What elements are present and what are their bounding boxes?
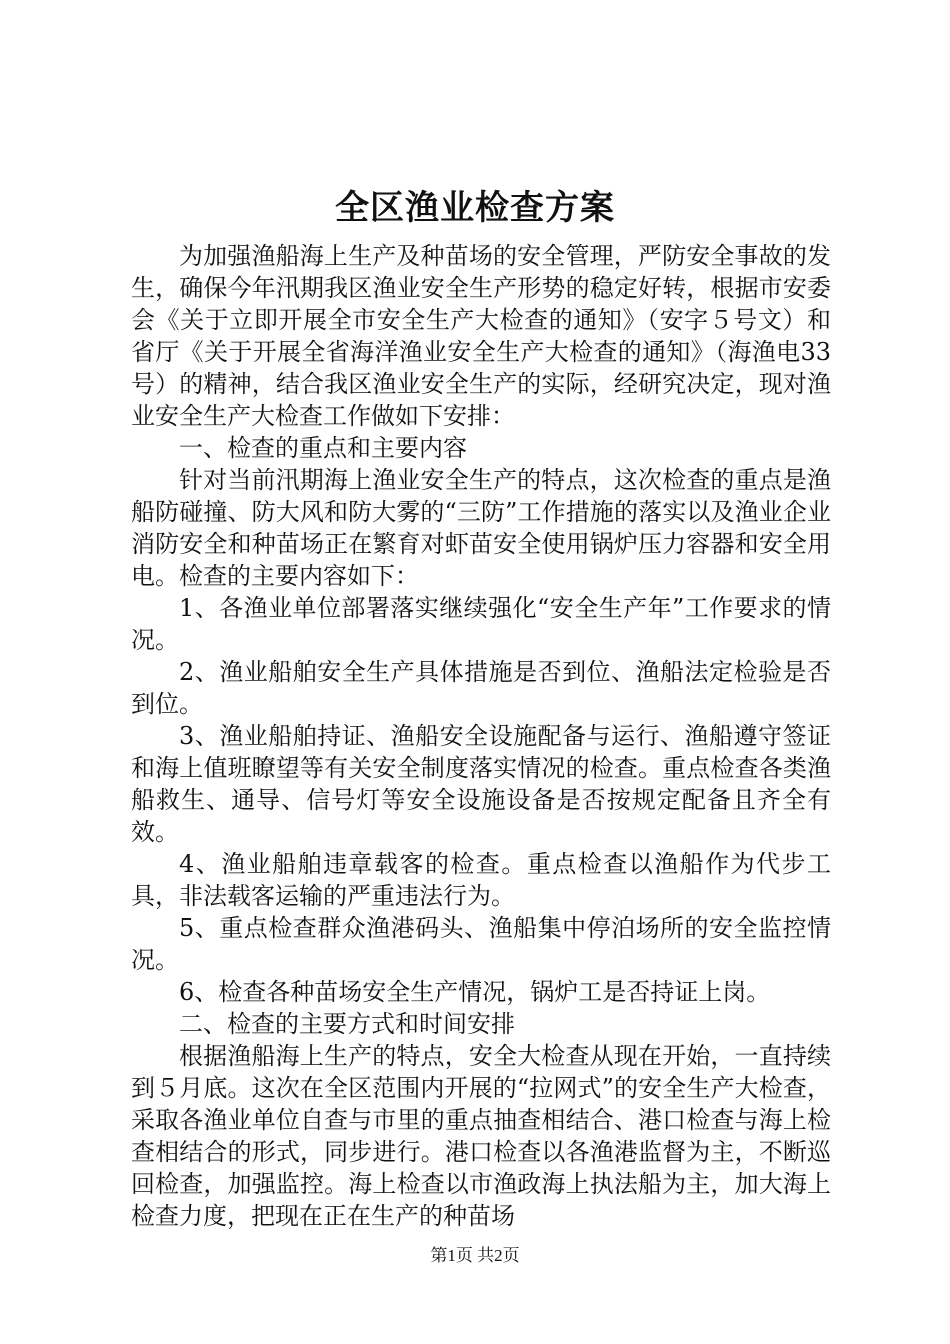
list-item-3: 3、渔业船舶持证、渔船安全设施配备与运行、渔船遵守签证和海上值班瞭望等有关安全制度落实情况的检查。重点检查各类渔船救生、通导、信号灯等安全设施设备是否按规定配备且齐全有效。 [131, 722, 831, 846]
section-heading-1: 一、检查的重点和主要内容 [179, 434, 467, 462]
paragraph-intro: 为加强渔船海上生产及种苗场的安全管理，严防安全事故的发生，确保今年汛期我区渔业安全生产形势的稳定好转，根据市安委会《关于立即开展全市安全生产大检查的通知》（安字５号文）和省厅《关于开展全省海洋渔业安全生产大检查的通知》（海渔电33号）的精神，结合我区渔业安全生产的实际，经研究决定，现对渔业安全生产大检查工作做如下安排： [131, 242, 831, 430]
list-item-5: 5、重点检查群众渔港码头、渔船集中停泊场所的安全监控情况。 [131, 914, 831, 974]
list-item-4: 4、渔业船舶违章载客的检查。重点检查以渔船作为代步工具，非法载客运输的严重违法行为。 [131, 850, 831, 910]
list-item-2: 2、渔业船舶安全生产具体措施是否到位、渔船法定检验是否到位。 [131, 658, 831, 718]
list-item-6: 6、检查各种苗场安全生产情况，锅炉工是否持证上岗。 [179, 978, 771, 1006]
paragraph-schedule: 根据渔船海上生产的特点，安全大检查从现在开始，一直持续到５月底。这次在全区范围内开展的“拉网式”的安全生产大检查，采取各渔业单位自查与市里的重点抽查相结合、港口检查与海上检查相结合的形式，同步进行。港口检查以各渔港监督为主，不断巡回检查，加强监控。海上检查以市渔政海上执法船为主，加大海上检查力度，把现在正在生产的种苗场 [131, 1042, 831, 1230]
document-title: 全区渔业检查方案 [335, 188, 615, 228]
document-body [131, 240, 831, 1232]
paragraph-focus: 针对当前汛期海上渔业安全生产的特点，这次检查的重点是渔船防碰撞、防大风和防大雾的“三防”工作措施的落实以及渔业企业消防安全和种苗场正在繁育对虾苗安全使用锅炉压力容器和安全用电。检查的主要内容如下： [131, 466, 831, 590]
page-number: 第1页 共2页 [430, 1246, 520, 1265]
section-heading-2: 二、检查的主要方式和时间安排 [179, 1010, 515, 1038]
list-item-1: 1、各渔业单位部署落实继续强化“安全生产年”工作要求的情况。 [131, 594, 831, 654]
